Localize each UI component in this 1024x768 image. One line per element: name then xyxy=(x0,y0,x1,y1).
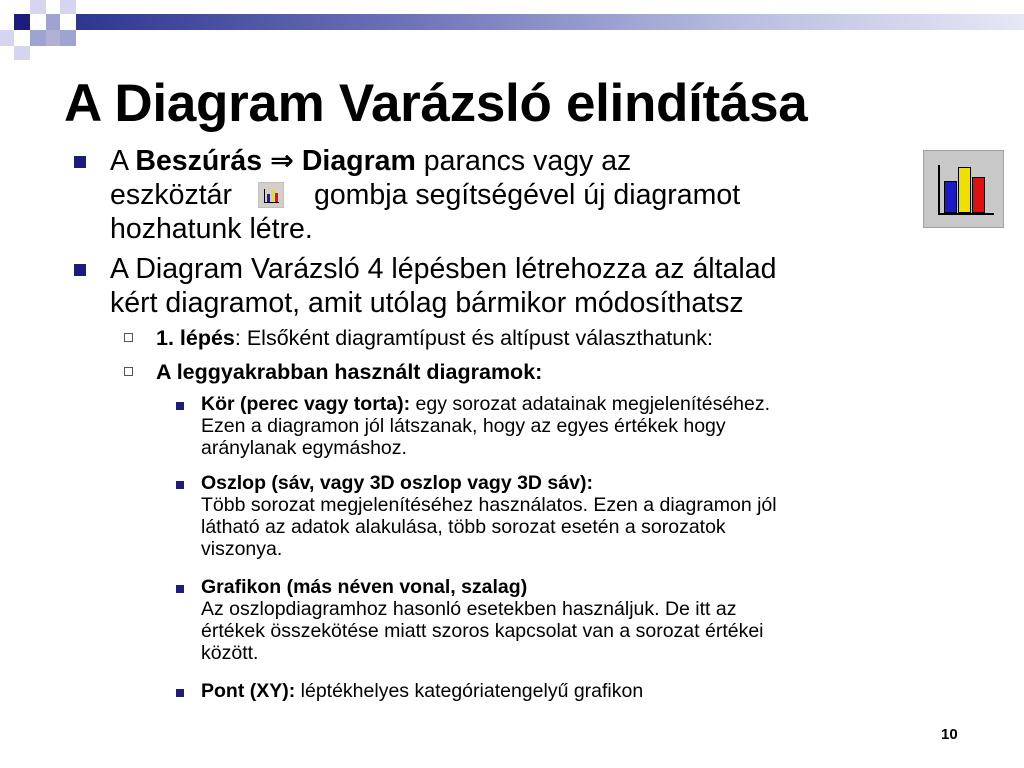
bullet-text: látható az adatok alakulása, több sorozat esetén a sorozatok xyxy=(201,516,726,538)
bullet-text: Több sorozat megjelenítéséhez használatos. Ezen a diagramon jól xyxy=(201,494,777,516)
bullet-text: gombja segítségével új diagramot xyxy=(313,179,741,211)
sub-bullet-marker xyxy=(124,333,133,342)
bullet-text: értékek összekötése miatt szoros kapcsolat van a sorozat értékei xyxy=(201,620,764,642)
menu-diagram: Diagram xyxy=(301,145,416,177)
bullet-wizard-steps xyxy=(110,252,950,320)
page-number: 10 xyxy=(941,726,958,743)
chart-wizard-icon xyxy=(258,182,284,208)
bullet-text: Ezen a diagramon jól látszanak, hogy az egyes értékek hogy xyxy=(201,415,726,437)
bullet-text: : Elsőként diagramtípust és altípust választhatunk: xyxy=(234,326,713,350)
bullet-text: Az oszlopdiagramhoz hasonló esetekben használjuk. De itt az xyxy=(201,598,737,620)
bullet-text: egy sorozat adatainak megjelenítéséhez. xyxy=(410,393,771,415)
menu-arrow: ⇒ xyxy=(262,145,302,177)
bullet-insert-diagram xyxy=(110,144,890,246)
bullet-text: aránylanak egymáshoz. xyxy=(201,437,407,459)
chart-type-pie xyxy=(201,393,976,459)
bullet-marker xyxy=(74,264,86,276)
bullet-marker xyxy=(74,156,86,168)
bullet-text: A Diagram Varázsló 4 lépésben létrehozza az általad xyxy=(110,253,777,285)
chart-type-name: Oszlop (sáv, vagy 3D oszlop vagy 3D sáv): xyxy=(201,472,593,494)
chart-type-scatter xyxy=(201,680,976,702)
step-label: 1. lépés xyxy=(156,326,235,350)
slide-title: A Diagram Varázsló elindítása xyxy=(64,74,808,133)
chart-type-name: Kör (perec vagy torta): xyxy=(201,393,411,415)
sub-sub-bullet-marker xyxy=(176,689,184,697)
chart-type-name: Pont (XY): xyxy=(201,680,296,702)
bullet-text: viszonya. xyxy=(201,538,283,560)
header-gradient-bar xyxy=(76,14,1024,30)
chart-type-column xyxy=(201,472,976,560)
sub-sub-bullet-marker xyxy=(176,481,184,489)
bullet-text: eszköztár xyxy=(110,179,232,211)
bullet-text: A leggyakrabban használt diagramok: xyxy=(156,360,543,384)
bullet-text: hozhatunk létre. xyxy=(110,213,313,245)
sub-bullet-common-charts xyxy=(156,358,936,386)
bullet-text: parancs vagy az xyxy=(415,145,632,177)
bullet-text: között. xyxy=(201,642,259,664)
sub-bullet-marker xyxy=(124,367,133,376)
bullet-text: A xyxy=(110,145,136,177)
sub-sub-bullet-marker xyxy=(176,402,184,410)
bullet-text: léptékhelyes kategóriatengelyű grafikon xyxy=(295,680,644,702)
chart-type-name: Grafikon (más néven vonal, szalag) xyxy=(201,576,528,598)
sub-bullet-step1 xyxy=(156,324,936,352)
chart-type-line xyxy=(201,576,976,664)
bullet-text: kért diagramot, amit utólag bármikor módosíthatsz xyxy=(110,287,744,319)
menu-insert: Beszúrás xyxy=(135,145,263,177)
chart-wizard-icon xyxy=(923,150,1004,228)
sub-sub-bullet-marker xyxy=(176,585,184,593)
